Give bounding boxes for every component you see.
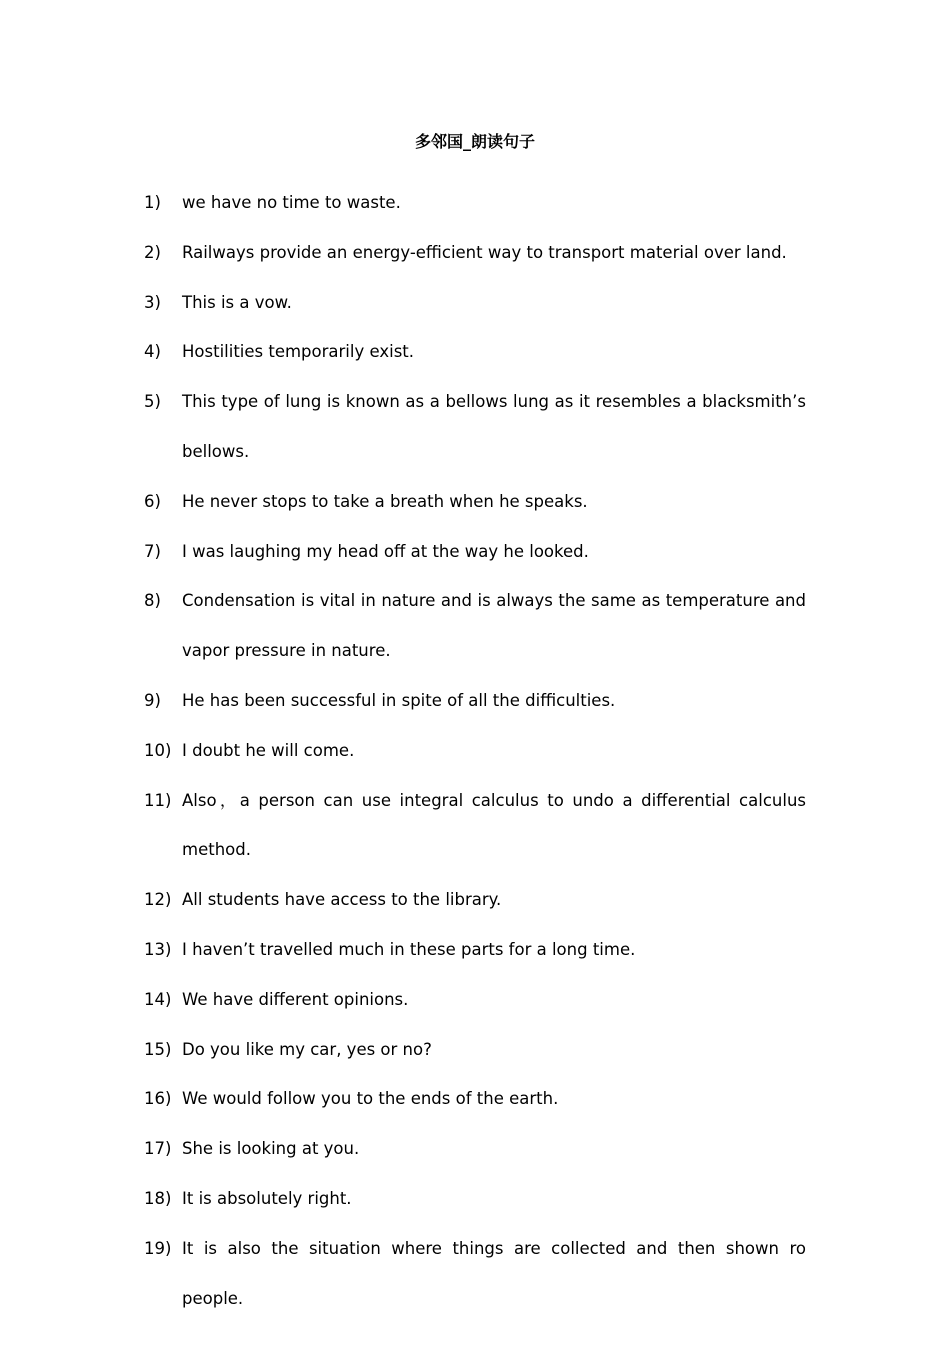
- sentence-item: [144, 377, 806, 477]
- sentence-number: 10): [144, 740, 172, 760]
- sentence-number: 13): [144, 939, 172, 959]
- sentence-number: 6): [144, 491, 161, 511]
- sentence-item: [144, 1025, 806, 1075]
- sentence-number: 12): [144, 890, 172, 910]
- sentence-number: 5): [144, 392, 161, 412]
- sentence-item: [144, 477, 806, 527]
- sentence-number: 2): [144, 242, 161, 262]
- sentence-text: Railways provide an energy-efficient way to transport material over land.: [182, 242, 787, 262]
- sentence-text: He never stops to take a breath when he speaks.: [182, 491, 588, 511]
- sentence-number: 14): [144, 989, 172, 1009]
- sentence-number: 11): [144, 790, 172, 810]
- sentence-item: [144, 776, 806, 876]
- sentence-text: Do you like my car, yes or no?: [182, 1039, 432, 1059]
- sentence-text: All students have access to the library.: [182, 890, 502, 910]
- sentence-number: 7): [144, 541, 161, 561]
- sentence-number: 3): [144, 292, 161, 312]
- sentence-text: It is also the situation where things are collected and then shown ro people.: [182, 1238, 806, 1308]
- sentence-text: He has been successful in spite of all the difficulties.: [182, 690, 616, 710]
- sentence-item: [144, 576, 806, 676]
- sentence-item: [144, 178, 806, 228]
- sentence-item: [144, 1124, 806, 1174]
- sentence-text: Condensation is vital in nature and is always the same as temperature and vapor pressure in nature.: [182, 591, 806, 661]
- sentence-item: [144, 327, 806, 377]
- sentence-text: we have no time to waste.: [182, 193, 401, 212]
- sentence-number: 15): [144, 1039, 172, 1059]
- sentence-item: [144, 676, 806, 726]
- sentence-text: Also，a person can use integral calculus to undo a differential calculus method.: [182, 790, 806, 860]
- sentence-text: This type of lung is known as a bellows lung as it resembles a blacksmith’s bellows.: [182, 392, 806, 461]
- sentence-item: [144, 726, 806, 776]
- sentence-number: 9): [144, 690, 161, 710]
- document-title: 多邻国_朗读句子: [414, 132, 535, 151]
- sentence-text: I haven’t travelled much in these parts for a long time.: [182, 939, 636, 959]
- sentence-number: 17): [144, 1139, 172, 1159]
- sentence-number: 4): [144, 342, 161, 362]
- sentence-item: [144, 278, 806, 328]
- sentence-item: [144, 1074, 806, 1124]
- sentence-text: It is absolutely right.: [182, 1188, 352, 1208]
- sentence-item: [144, 925, 806, 975]
- sentence-item: [144, 1174, 806, 1224]
- sentence-text: She is looking at you.: [182, 1139, 360, 1159]
- sentence-text: Hostilities temporarily exist.: [182, 342, 415, 362]
- sentence-item: [144, 975, 806, 1025]
- sentence-text: We have different opinions.: [182, 989, 409, 1009]
- sentence-item: [144, 1224, 806, 1324]
- sentence-number: 1): [144, 193, 161, 212]
- sentence-item: [144, 527, 806, 577]
- sentence-list: [144, 178, 806, 1323]
- sentence-text: We would follow you to the ends of the earth.: [182, 1089, 559, 1109]
- sentence-item: [144, 228, 806, 278]
- sentence-item: [144, 875, 806, 925]
- sentence-text: I was laughing my head off at the way he looked.: [182, 541, 589, 561]
- sentence-number: 8): [144, 591, 161, 611]
- sentence-number: 16): [144, 1089, 172, 1109]
- sentence-text: I doubt he will come.: [182, 740, 355, 760]
- sentence-number: 18): [144, 1188, 172, 1208]
- sentence-number: 19): [144, 1238, 172, 1258]
- sentence-text: This is a vow.: [182, 292, 292, 312]
